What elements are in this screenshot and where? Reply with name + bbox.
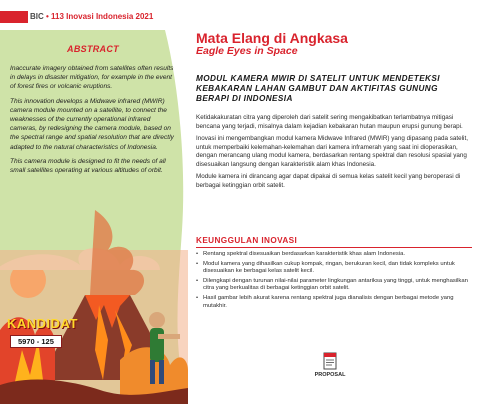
article-heading: MODUL KAMERA MWIR DI SATELIT UNTUK MENDETEKSI KEBAKARAN LAHAN GAMBUT DAN AKTIFITAS GUNUNG BERAPI DI INDONESIA bbox=[196, 74, 440, 103]
candidate-label: KANDIDAT bbox=[7, 316, 78, 331]
advantage-item-3: • Dilengkapi dengan turunan nilai-nilai parameter lingkungan antariksa yang tinggi, untuk menghasilkan citra yang berkualitas di berbagai ketinggian orbit satelit. bbox=[196, 278, 472, 293]
advantages-title: KEUNGGULAN INOVASI bbox=[196, 236, 298, 245]
article-paragraph-1: Ketidakakuratan citra yang diperoleh dari satelit sering mengakibatkan terlambatnya mitigasi bencana yang terjadi, misalnya dalam kejadian kebakaran hutan maupun erupsi gunung berapi. bbox=[196, 114, 463, 130]
publication-name: BIC bbox=[30, 12, 44, 21]
abstract-panel bbox=[0, 30, 188, 404]
candidate-badge bbox=[4, 316, 78, 350]
advantage-item-2: • Modul kamera yang dihasilkan cukup kompak, ringan, berukuran kecil, dan tidak kompleks untuk disesuaikan ke berbagai kelas satelit kecil. bbox=[196, 261, 472, 276]
candidate-code: 5970 - 125 bbox=[10, 335, 62, 348]
article-paragraph-2: Inovasi ini mengembangkan modul kamera Midwave Infrared (MWIR) yang dipasang pada satelit, untuk memperbaiki kelemahan-kelemahan dari kamera inframerah yang saat ini dioperasikan, dengan merancang ulang modul kamera, berdasarkan rentang spektral dan resolusi spasial yang disesuaikan langsung dengan karakteristik alam khas Indonesia. bbox=[196, 135, 468, 168]
page-header bbox=[0, 11, 480, 23]
article-panel bbox=[196, 30, 472, 404]
advantage-item-1: • Rentang spektral disesuaikan berdasarkan karakteristik khas alam Indonesia. bbox=[196, 251, 472, 259]
abstract-paragraph-2: This innovation develops a Midwave infrared (MWIR) camera module mounted on a satellite, to connect the weaknesses of the currently operational infrared cameras, by redesigning the camera module, based on the spectral range and spatial resolution that are directly adapted to the natural characteristics of Indonesia. bbox=[10, 97, 174, 151]
abstract-paragraph-3: This camera module is designed to fit the needs of all small satellites operating at various altitudes of orbit. bbox=[10, 157, 166, 175]
volcano-illustration bbox=[0, 210, 188, 404]
article-body bbox=[196, 114, 472, 194]
abstract-paragraph-1: Inaccurate imagery obtained from satellites often results in delays in disaster mitigation, for example in the event of forest fires or volcanic eruptions. bbox=[10, 65, 174, 91]
article-title: Mata Elang di Angkasa bbox=[196, 30, 348, 46]
advantages-divider bbox=[196, 247, 472, 248]
article-paragraph-3: Module kamera ini dirancang agar dapat dipakai di semua kelas satelit kecil yang beroperasi di berbagai ketinggian orbit satelit. bbox=[196, 173, 461, 189]
abstract-title: ABSTRACT bbox=[67, 44, 119, 54]
proposal-document-icon bbox=[321, 352, 339, 370]
advantage-item-4: • Hasil gambar lebih akurat karena rentang spektral juga dianalisis dengan berbagai metode yang mutakhir. bbox=[196, 295, 472, 310]
edition-name: 113 Inovasi Indonesia 2021 bbox=[51, 12, 154, 21]
article-subtitle: Eagle Eyes in Space bbox=[196, 45, 298, 57]
header-text: BIC • 113 Inovasi Indonesia 2021 bbox=[30, 12, 154, 21]
header-red-bar bbox=[0, 11, 28, 23]
abstract-text bbox=[10, 44, 176, 180]
proposal-label: PROPOSAL bbox=[314, 372, 346, 378]
advantages-list bbox=[196, 251, 472, 312]
